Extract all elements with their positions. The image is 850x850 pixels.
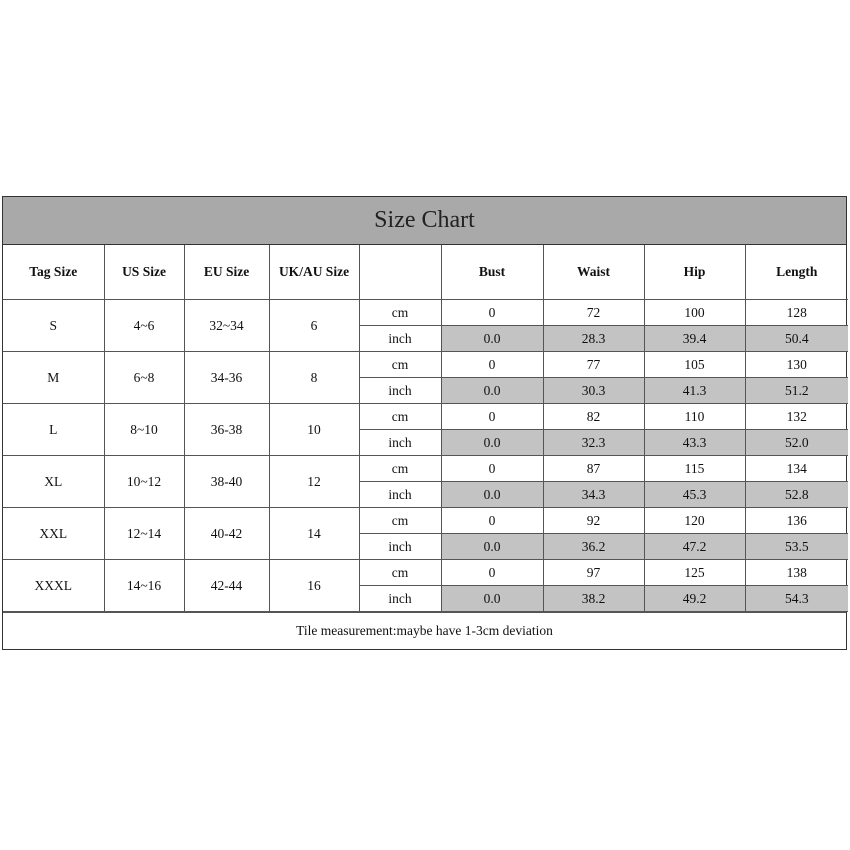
header-unit	[359, 245, 441, 300]
us-size-cell: 4~6	[104, 300, 184, 352]
eu-size-cell: 42-44	[184, 560, 269, 612]
waist-cm-cell: 82	[543, 404, 644, 430]
size-row-cm	[3, 300, 848, 326]
hip-cm-cell: 125	[644, 560, 745, 586]
header-ukau-size: UK/AU Size	[269, 245, 359, 300]
ukau-size-cell: 14	[269, 508, 359, 560]
size-chart	[2, 196, 847, 650]
size-row-cm	[3, 352, 848, 378]
header-row	[3, 245, 848, 300]
header-bust: Bust	[441, 245, 543, 300]
bust-inch-cell: 0.0	[441, 586, 543, 612]
eu-size-cell: 34-36	[184, 352, 269, 404]
tag-size-cell: XXL	[3, 508, 104, 560]
waist-inch-cell: 32.3	[543, 430, 644, 456]
length-cm-cell: 128	[745, 300, 848, 326]
header-tag-size: Tag Size	[3, 245, 104, 300]
tag-size-cell: M	[3, 352, 104, 404]
unit-inch-cell: inch	[359, 482, 441, 508]
eu-size-cell: 40-42	[184, 508, 269, 560]
hip-inch-cell: 45.3	[644, 482, 745, 508]
length-inch-cell: 50.4	[745, 326, 848, 352]
bust-cm-cell: 0	[441, 456, 543, 482]
unit-cm-cell: cm	[359, 508, 441, 534]
length-inch-cell: 54.3	[745, 586, 848, 612]
bust-cm-cell: 0	[441, 404, 543, 430]
header-us-size: US Size	[104, 245, 184, 300]
us-size-cell: 10~12	[104, 456, 184, 508]
unit-inch-cell: inch	[359, 430, 441, 456]
eu-size-cell: 36-38	[184, 404, 269, 456]
header-hip: Hip	[644, 245, 745, 300]
header-eu-size: EU Size	[184, 245, 269, 300]
unit-cm-cell: cm	[359, 456, 441, 482]
eu-size-cell: 38-40	[184, 456, 269, 508]
size-row-cm	[3, 456, 848, 482]
unit-inch-cell: inch	[359, 326, 441, 352]
tag-size-cell: L	[3, 404, 104, 456]
waist-cm-cell: 92	[543, 508, 644, 534]
hip-inch-cell: 39.4	[644, 326, 745, 352]
length-inch-cell: 51.2	[745, 378, 848, 404]
unit-inch-cell: inch	[359, 378, 441, 404]
tag-size-cell: XXXL	[3, 560, 104, 612]
measurement-note: Tile measurement:maybe have 1-3cm deviation	[3, 612, 846, 649]
header-length: Length	[745, 245, 848, 300]
bust-cm-cell: 0	[441, 560, 543, 586]
unit-cm-cell: cm	[359, 352, 441, 378]
hip-cm-cell: 110	[644, 404, 745, 430]
ukau-size-cell: 10	[269, 404, 359, 456]
waist-cm-cell: 72	[543, 300, 644, 326]
length-inch-cell: 53.5	[745, 534, 848, 560]
waist-inch-cell: 36.2	[543, 534, 644, 560]
waist-inch-cell: 38.2	[543, 586, 644, 612]
unit-cm-cell: cm	[359, 560, 441, 586]
tag-size-cell: S	[3, 300, 104, 352]
hip-cm-cell: 100	[644, 300, 745, 326]
size-table	[3, 245, 848, 612]
waist-inch-cell: 34.3	[543, 482, 644, 508]
bust-inch-cell: 0.0	[441, 378, 543, 404]
bust-cm-cell: 0	[441, 300, 543, 326]
ukau-size-cell: 12	[269, 456, 359, 508]
hip-cm-cell: 105	[644, 352, 745, 378]
us-size-cell: 12~14	[104, 508, 184, 560]
unit-cm-cell: cm	[359, 404, 441, 430]
size-row-cm	[3, 404, 848, 430]
hip-cm-cell: 115	[644, 456, 745, 482]
us-size-cell: 6~8	[104, 352, 184, 404]
chart-title: Size Chart	[3, 197, 846, 245]
waist-inch-cell: 30.3	[543, 378, 644, 404]
waist-inch-cell: 28.3	[543, 326, 644, 352]
size-row-cm	[3, 560, 848, 586]
length-inch-cell: 52.8	[745, 482, 848, 508]
length-cm-cell: 138	[745, 560, 848, 586]
length-cm-cell: 136	[745, 508, 848, 534]
bust-inch-cell: 0.0	[441, 430, 543, 456]
eu-size-cell: 32~34	[184, 300, 269, 352]
bust-inch-cell: 0.0	[441, 482, 543, 508]
ukau-size-cell: 6	[269, 300, 359, 352]
size-row-cm	[3, 508, 848, 534]
unit-inch-cell: inch	[359, 534, 441, 560]
ukau-size-cell: 8	[269, 352, 359, 404]
waist-cm-cell: 97	[543, 560, 644, 586]
hip-inch-cell: 49.2	[644, 586, 745, 612]
size-table-body	[3, 300, 848, 612]
bust-cm-cell: 0	[441, 508, 543, 534]
ukau-size-cell: 16	[269, 560, 359, 612]
length-cm-cell: 132	[745, 404, 848, 430]
unit-inch-cell: inch	[359, 586, 441, 612]
header-waist: Waist	[543, 245, 644, 300]
bust-inch-cell: 0.0	[441, 534, 543, 560]
tag-size-cell: XL	[3, 456, 104, 508]
waist-cm-cell: 77	[543, 352, 644, 378]
bust-cm-cell: 0	[441, 352, 543, 378]
waist-cm-cell: 87	[543, 456, 644, 482]
hip-inch-cell: 41.3	[644, 378, 745, 404]
hip-inch-cell: 43.3	[644, 430, 745, 456]
us-size-cell: 14~16	[104, 560, 184, 612]
length-inch-cell: 52.0	[745, 430, 848, 456]
length-cm-cell: 130	[745, 352, 848, 378]
hip-inch-cell: 47.2	[644, 534, 745, 560]
unit-cm-cell: cm	[359, 300, 441, 326]
hip-cm-cell: 120	[644, 508, 745, 534]
us-size-cell: 8~10	[104, 404, 184, 456]
bust-inch-cell: 0.0	[441, 326, 543, 352]
length-cm-cell: 134	[745, 456, 848, 482]
